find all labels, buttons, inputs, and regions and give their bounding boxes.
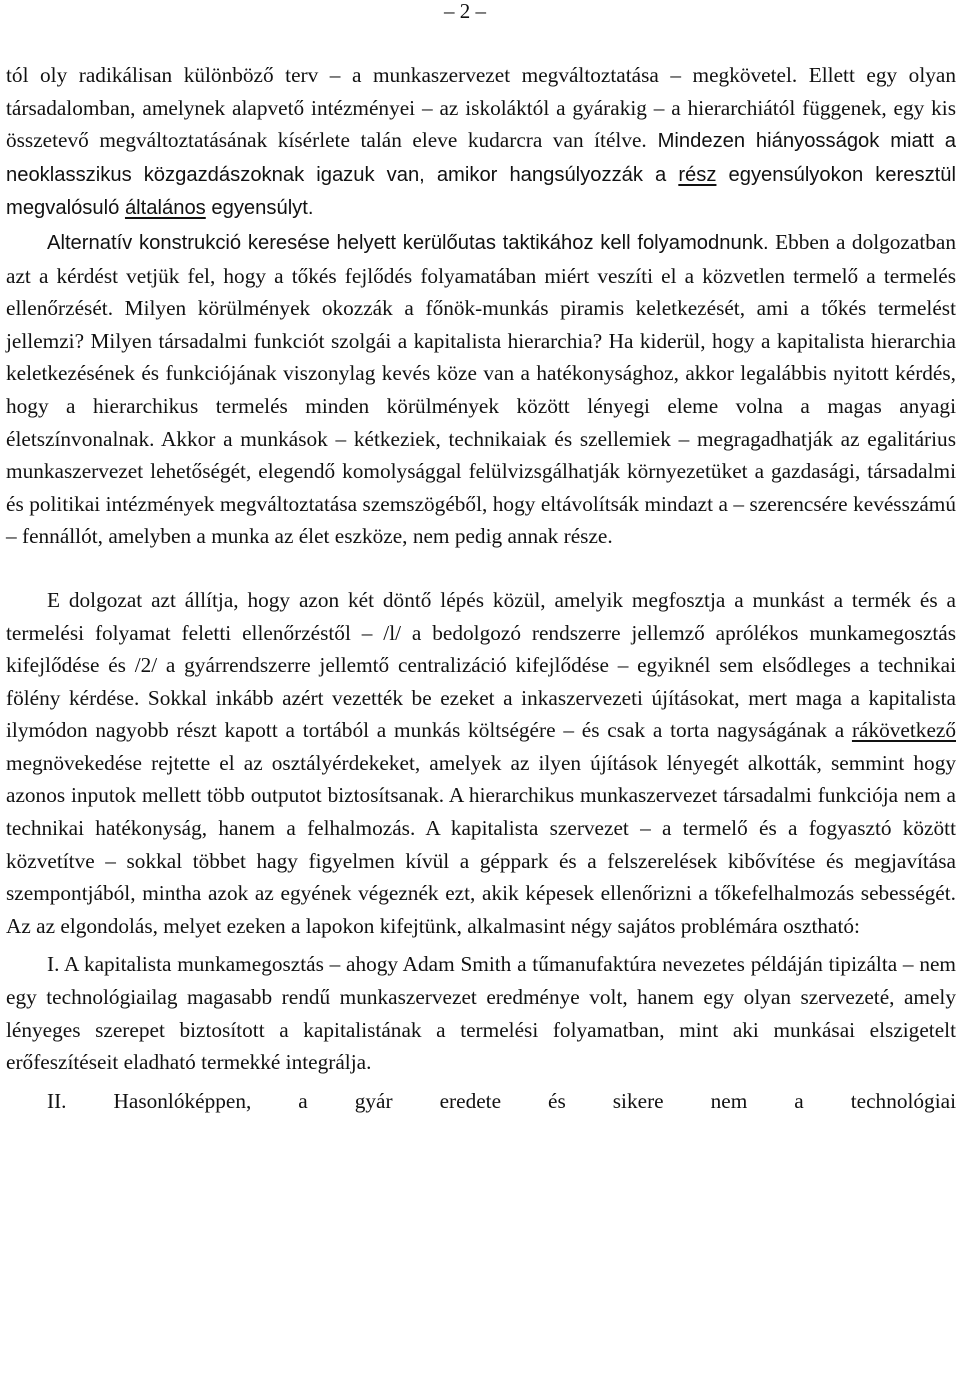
underlined-word-rakovetkezo: rákövetkező [851, 718, 956, 743]
paragraph-2 [6, 226, 956, 553]
paragraph-1-run-1: Mindezen hiányosságok miatt a neoklasszikus közgazdászoknak igazuk van, amikor hangsúlyozzák a [6, 130, 956, 186]
paragraph-3-text-b: megnövekedése rejtette el az osztályérdekeket, amelyek az ilyen újítások lényegét alkották, semmint hogy azonos inputok mellett több outputot biztosítsanak. A hierarchikus munkaszervezet társadalmi funkciója nem a technikai hatékonyság, hanem a felhalmozás. A kapitalista szervezet – a termelő és a fogyasztó között közvetítve – sokkal többet hagy figyelmen kívül a géppark és a felszerelések kibővítése és megjavítása szempontjából, mintha azok az egyének végeznék ezt, akik képesek ellenőrizni a tőkefelhalmozás sebességét. Az az elgondolás, melyet ezeken a lapokon kifejtünk, alkalmasint négy sajátos problémára osztható: [6, 750, 956, 938]
document-page [6, 0, 956, 1117]
paragraph-1 [6, 59, 956, 225]
underlined-word-resz: rész [678, 163, 717, 186]
underlined-word-altalanos: általános [124, 197, 206, 220]
paragraph-5: II. Hasonlóképpen, a gyár eredete és sikere nem a technológiai [47, 1088, 956, 1113]
paragraph-2-text-a: Alternatív konstrukció keresése helyett kerülőutas taktikához kell folyamodnunk. [47, 231, 769, 254]
paragraph-1-text-a: tól oly radikálisan különböző terv – a munkaszervezet megváltoztatása – megkövetel. Ellett egy olyan társadalomban, amelynek alapvető intézményei – az iskoláktól a gyárakig – a hierarchiától függenek, egy kis összetevő megváltoztatásának kísérlete talán eleve kudarcra van ítélve. [6, 63, 956, 153]
paragraph-2-text-b: Ebben a dolgozatban azt a kérdést vetjük fel, hogy a tőkés fejlődés folyamatában miért veszíti el a közvetlen termelő a termelés ellenőrzését. Milyen körülmények okozzák a főnök-munkás piramis keletkezését, ami a tőkés termelést jellemzi? Milyen társadalmi funkciót szolgái a kapitalista hierarchia? Ha kiderül, hogy a kapitalista hierarchia keletkezésének és funkciójának viszonylag kevés köze van a hatékonysághoz, akkor legalábbis nyitott kérdés, hogy a hierarchikus termelés minden körülmények között lényegi eleme volna a magas anyagi életszínvonalnak. Akkor a munkások – kétkeziek, technikaiak és szellemiek – megragadhatják az egalitárius munkaszervezet lehetőségét, elegendő komolysággal felülvizsgálhatják környezetüket a gazdasági, társadalmi és politikai intézmények megváltoztatása szemszögéből, hogy eltávolítsák mindazt a – szerencsére kevésszámú – fennállót, amelyben a munka az élet eszköze, nem pedig annak része. [6, 229, 956, 549]
paragraph-1-run-3: egyensúlyt. [205, 197, 314, 220]
paragraph-4: I. A kapitalista munkamegosztás – ahogy Adam Smith a tűmanufaktúra nevezetes példáján tipizálta – nem egy technológiailag magasabb rendű munkaszervezet eredménye volt, hanem egy olyan szervezeté, amely lényeges szerepet biztosított a kapitalistának a termelési folyamatban, mint aki munkásai elszigetelt erőfeszítéseit eladható termekké integrálja. [6, 952, 956, 1075]
paragraph-3-text-a: E dolgozat azt állítja, hogy azon két döntő lépés közül, amelyik megfosztja a munkást a termék és a termelési folyamat feletti ellenőrzéstől – /l/ a bedolgozó rendszerre jellemző aprólékos munkamegosztás kifejlődése és /2/ a gyárrendszerre jellemtő centralizáció kifejlődése – egyiknél sem elsődleges a technikai fölény kérdése. Sokkal inkább azért vezették be ezeket a inkaszervezeti újításokat, mert maga a kapitalista ilymódon nagyobb részt kapott a tortából a munkás költségére – és csak a torta nagyságának a [6, 587, 956, 743]
paragraph-1-run-2: egyensúlyokon keresztül megvalósuló [6, 163, 956, 220]
paragraph-3 [6, 584, 956, 943]
page-number: – 2 – [444, 0, 486, 23]
